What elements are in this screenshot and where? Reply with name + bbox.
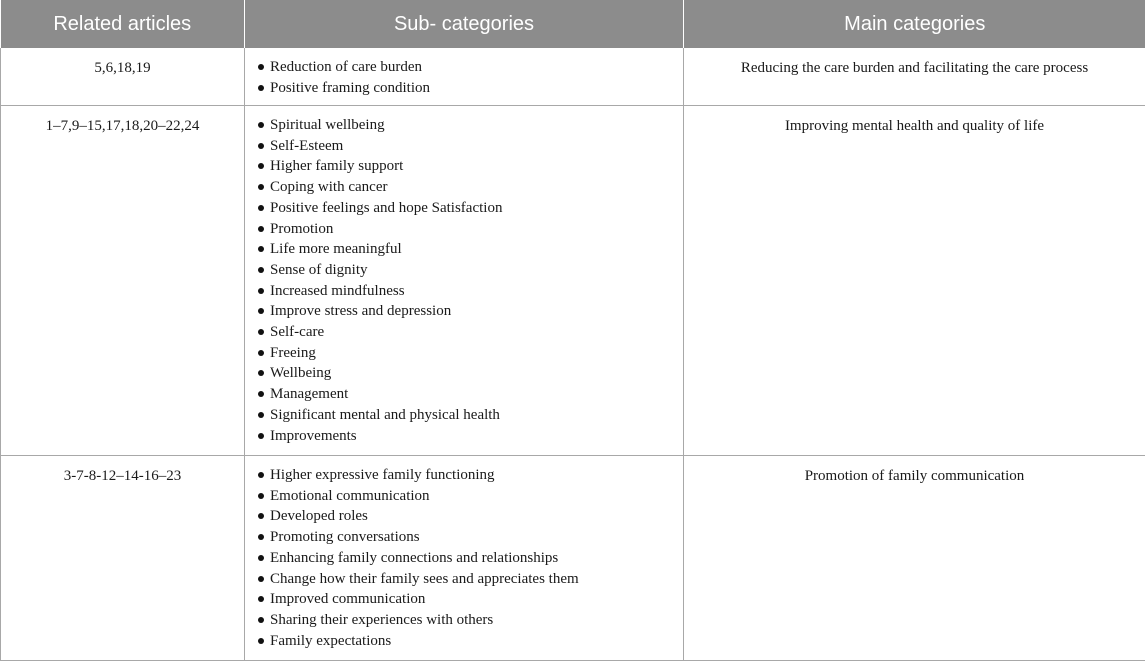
sub-category-item: Self-care xyxy=(257,322,675,343)
related-articles-cell: 1–7,9–15,17,18,20–22,24 xyxy=(1,106,245,456)
related-articles-cell: 5,6,18,19 xyxy=(1,48,245,106)
sub-category-item: Spiritual wellbeing xyxy=(257,115,675,136)
sub-category-item: Increased mindfulness xyxy=(257,281,675,302)
sub-category-item: Change how their family sees and appreciates them xyxy=(257,569,675,590)
sub-category-item: Promotion xyxy=(257,219,675,240)
main-category-cell: Improving mental health and quality of life xyxy=(684,106,1145,456)
sub-categories-cell xyxy=(245,456,684,661)
sub-category-item: Coping with cancer xyxy=(257,177,675,198)
sub-category-item: Positive framing condition xyxy=(257,78,675,99)
table-row xyxy=(1,106,1145,456)
main-category-cell: Promotion of family communication xyxy=(684,456,1145,661)
sub-category-item: Significant mental and physical health xyxy=(257,405,675,426)
sub-category-item: Freeing xyxy=(257,343,675,364)
sub-category-item: Self-Esteem xyxy=(257,136,675,157)
sub-category-item: Management xyxy=(257,384,675,405)
sub-category-item: Higher expressive family functioning xyxy=(257,465,675,486)
sub-category-item: Reduction of care burden xyxy=(257,57,675,78)
sub-category-item: Higher family support xyxy=(257,156,675,177)
sub-category-item: Life more meaningful xyxy=(257,239,675,260)
sub-category-list xyxy=(257,57,675,98)
header-sub-categories: Sub- categories xyxy=(245,0,684,48)
table-row xyxy=(1,456,1145,661)
sub-category-item: Emotional communication xyxy=(257,486,675,507)
sub-category-item: Improved communication xyxy=(257,589,675,610)
main-category-cell: Reducing the care burden and facilitating the care process xyxy=(684,48,1145,106)
sub-categories-cell xyxy=(245,106,684,456)
sub-category-list xyxy=(257,115,675,446)
sub-category-item: Wellbeing xyxy=(257,363,675,384)
sub-category-item: Developed roles xyxy=(257,506,675,527)
sub-category-item: Improvements xyxy=(257,426,675,447)
sub-category-item: Sense of dignity xyxy=(257,260,675,281)
sub-category-item: Enhancing family connections and relationships xyxy=(257,548,675,569)
related-articles-cell: 3-7-8-12–14-16–23 xyxy=(1,456,245,661)
sub-category-item: Family expectations xyxy=(257,631,675,652)
sub-categories-cell xyxy=(245,48,684,106)
header-main-categories: Main categories xyxy=(684,0,1145,48)
sub-category-item: Positive feelings and hope Satisfaction xyxy=(257,198,675,219)
table-row xyxy=(1,48,1145,106)
sub-category-list xyxy=(257,465,675,651)
sub-category-item: Sharing their experiences with others xyxy=(257,610,675,631)
sub-category-item: Promoting conversations xyxy=(257,527,675,548)
header-row xyxy=(1,0,1145,48)
header-related-articles: Related articles xyxy=(1,0,245,48)
sub-category-item: Improve stress and depression xyxy=(257,301,675,322)
